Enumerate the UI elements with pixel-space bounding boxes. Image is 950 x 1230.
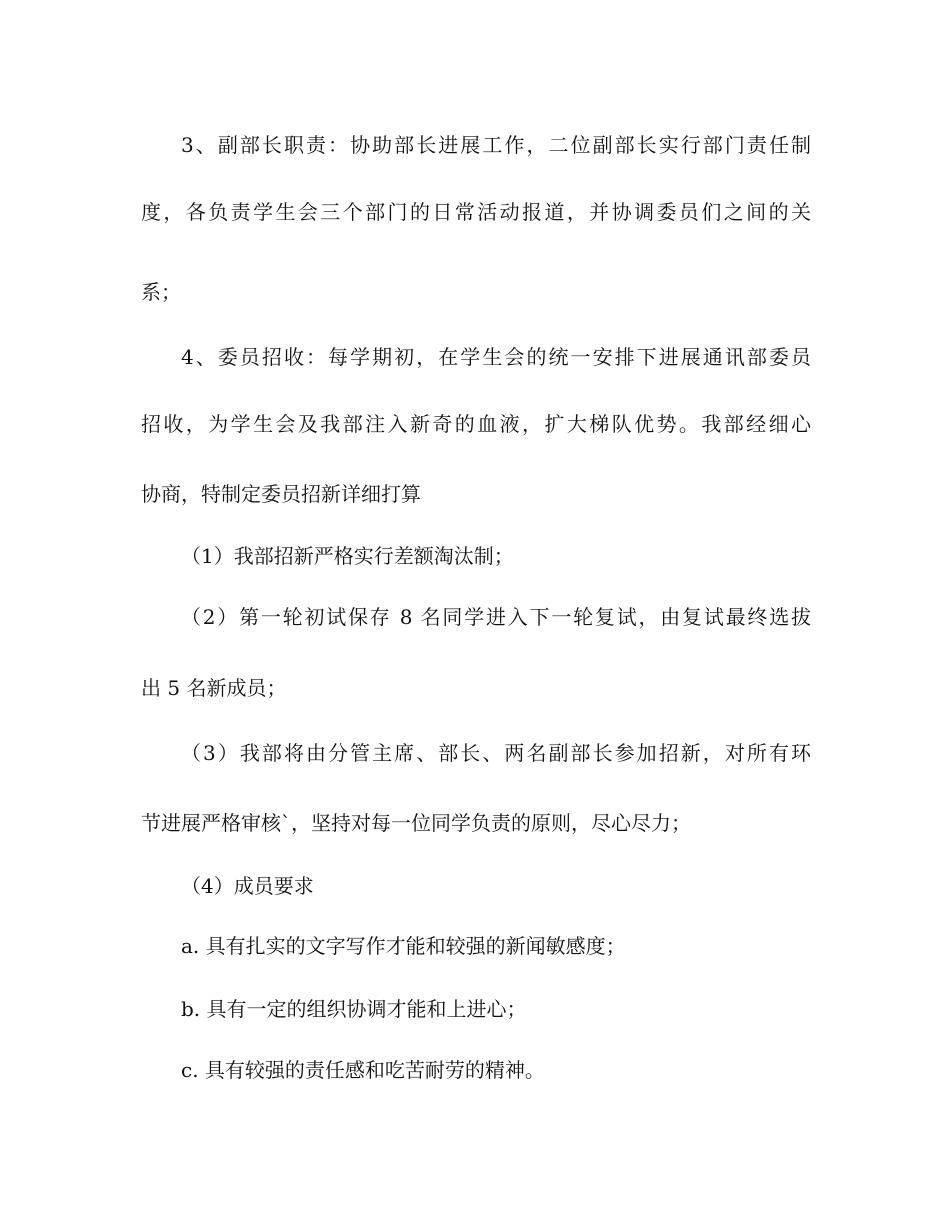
list-item-review-line-1: （3）我部将由分管主席、部长、两名副部长参加招新，对所有环 xyxy=(181,741,811,765)
requirement-a: a. 具有扎实的文字写作才能和较强的新闻敏感度； xyxy=(181,934,626,958)
paragraph-vice-minister-line-3: 系； xyxy=(141,280,181,304)
paragraph-vice-minister-line-2: 度，各负责学生会三个部门的日常活动报道，并协调委员们之间的关 xyxy=(141,200,811,224)
requirement-b: b. 具有一定的组织协调才能和上进心； xyxy=(181,997,527,1021)
requirement-c: c. 具有较强的责任感和吃苦耐劳的精神。 xyxy=(181,1058,545,1082)
list-item-member-requirements: （4）成员要求 xyxy=(181,874,314,898)
paragraph-recruitment-line-1: 4、委员招收：每学期初，在学生会的统一安排下进展通讯部委员 xyxy=(181,345,811,369)
list-item-review-line-2: 节进展严格审核`，坚持对每一位同学负责的原则，尽心尽力； xyxy=(141,811,691,835)
paragraph-vice-minister-line-1: 3、副部长职责：协助部长进展工作，二位副部长实行部门责任制 xyxy=(181,133,811,157)
paragraph-recruitment-line-3: 协商，特制定委员招新详细打算 xyxy=(141,482,421,506)
list-item-elimination: （1）我部招新严格实行差额淘汰制； xyxy=(181,544,514,568)
list-item-first-round-line-1: （2）第一轮初试保存 8 名同学进入下一轮复试，由复试最终选拔 xyxy=(181,605,811,629)
paragraph-recruitment-line-2: 招收，为学生会及我部注入新奇的血液，扩大梯队优势。我部经细心 xyxy=(141,412,811,436)
list-item-first-round-line-2: 出 5 名新成员； xyxy=(141,676,287,700)
